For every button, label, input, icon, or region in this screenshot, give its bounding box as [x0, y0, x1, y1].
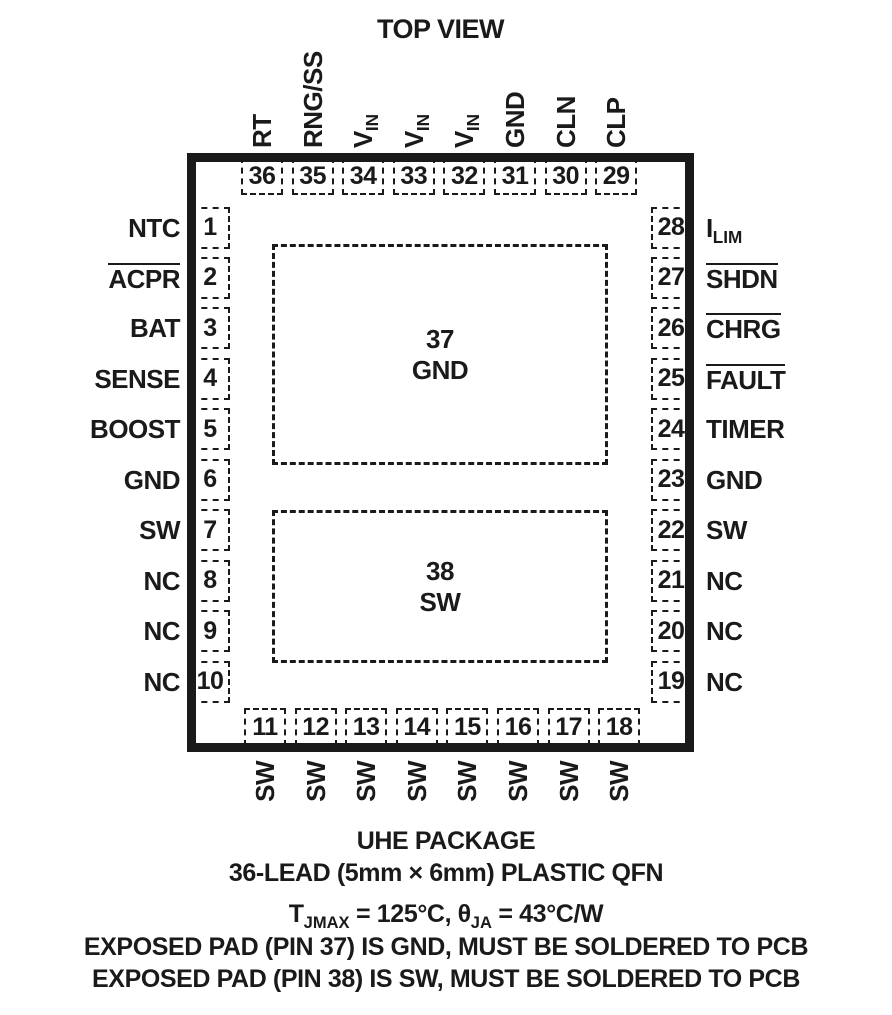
pin-number: 21	[657, 566, 685, 595]
pin-5	[190, 408, 230, 450]
pin-name-text: NC	[706, 565, 743, 596]
exposed-pad-label: SW	[419, 586, 461, 617]
pin-23	[651, 459, 691, 501]
pin-number: 1	[203, 213, 217, 241]
package-name: UHE PACKAGE	[356, 827, 536, 855]
pin-name-text: GND	[500, 91, 530, 148]
pin-number: 33	[400, 161, 428, 190]
theta-subscript: JA	[470, 914, 492, 932]
pin-31	[494, 157, 536, 195]
pin-label-35	[298, 51, 328, 148]
pin-label-27	[706, 263, 778, 293]
pin-30	[545, 157, 587, 195]
pin-name-text: SW	[604, 761, 635, 802]
pin-name-text: GND	[706, 464, 763, 495]
pin-label-17	[554, 761, 584, 802]
pin-label-2	[108, 263, 180, 293]
pin-33	[393, 157, 435, 195]
theta-value: = 43°C/W	[491, 900, 604, 928]
pin-name-text: V	[348, 131, 379, 148]
page-title: TOP VIEW	[376, 14, 505, 44]
thermal-spec	[0, 900, 892, 933]
package-description: 36-LEAD (5mm × 6mm) PLASTIC QFN	[228, 859, 664, 887]
pin-label-31	[500, 92, 530, 148]
pin-26	[651, 307, 691, 349]
pin-name-subscript: IN	[362, 114, 383, 132]
pin-20	[651, 610, 691, 652]
pin-number: 25	[657, 364, 685, 393]
pin-name-text: SW	[250, 761, 280, 802]
pin-label-10	[143, 667, 180, 697]
pin-36	[241, 157, 283, 195]
pin-label-25	[706, 364, 785, 394]
pin-number: 34	[349, 161, 377, 190]
pin-name-text: BAT	[129, 313, 180, 344]
pin-21	[651, 560, 691, 602]
pin-name-text: GND	[123, 464, 180, 495]
pin-number: 2	[203, 263, 217, 292]
pin-name-text: SW	[706, 515, 747, 546]
pin-number: 15	[453, 712, 481, 741]
pin-name-subscript: LIM	[712, 226, 743, 247]
pin-number: 31	[501, 161, 529, 190]
pin-number: 11	[252, 712, 278, 741]
pin-label-7	[139, 515, 180, 545]
pin-29	[595, 157, 637, 195]
pin-name-overline: ACPR	[108, 263, 180, 294]
pin-name-overline: CHRG	[706, 314, 781, 345]
pin-label-19	[706, 667, 743, 697]
pin-label-6	[124, 465, 180, 495]
pin-label-34	[348, 114, 383, 148]
pin-label-13	[351, 761, 381, 802]
pin-number: 36	[248, 161, 276, 190]
pin-22	[651, 509, 691, 551]
pin-label-24	[706, 414, 784, 444]
pin-name-text: SW	[351, 761, 382, 802]
pin-name-overline: FAULT	[706, 364, 786, 395]
pin-14	[396, 708, 438, 746]
pin-label-32	[449, 114, 484, 148]
pin-27	[651, 257, 691, 299]
pin-label-28	[706, 212, 743, 247]
pin-name-text: I	[706, 212, 713, 243]
pin-name-text: RT	[247, 114, 277, 148]
pin-label-12	[301, 761, 331, 802]
pin-number: 17	[555, 712, 582, 741]
pin-32	[443, 157, 485, 195]
pin-number: 28	[657, 213, 685, 241]
pin-label-18	[604, 761, 634, 802]
pin-label-21	[706, 566, 743, 596]
pin-label-22	[706, 515, 747, 545]
pin-12	[295, 708, 337, 746]
pin-number: 35	[299, 161, 326, 190]
pin-16	[497, 708, 539, 746]
pin-label-5	[90, 414, 180, 444]
pin-label-3	[130, 313, 180, 343]
pin-19	[651, 661, 691, 703]
pin-28	[651, 207, 691, 249]
pin-number: 12	[302, 712, 329, 741]
tjmax-value: = 125°C,	[349, 900, 458, 928]
pin-10	[190, 661, 230, 703]
pin-name-overline: SHDN	[706, 263, 778, 294]
pin-label-14	[402, 761, 432, 802]
pin-name-subscript: IN	[463, 114, 484, 132]
pin-18	[598, 708, 640, 746]
exposed-pad-number: 38	[426, 555, 454, 586]
pin-15	[446, 708, 488, 746]
pin-label-26	[706, 313, 781, 343]
pin-number: 6	[203, 465, 217, 494]
tjmax-subscript: JMAX	[303, 914, 350, 932]
pin-number: 9	[203, 616, 217, 645]
pin-13	[345, 708, 387, 746]
pin-number: 26	[657, 313, 685, 342]
pin-9	[190, 610, 230, 652]
pin-name-text: SW	[553, 761, 584, 802]
pin-24	[651, 408, 691, 450]
pin-name-text: V	[398, 131, 429, 148]
pin-name-text: CLP	[601, 97, 632, 148]
pin-25	[651, 358, 691, 400]
pin-label-11	[250, 761, 280, 802]
pin-name-text: NC	[143, 565, 180, 596]
exposed-pad-38-note: EXPOSED PAD (PIN 38) IS SW, MUST BE SOLDERED TO PCB	[92, 965, 800, 993]
pin-2	[190, 257, 230, 299]
pin-number: 13	[352, 712, 380, 741]
pin-number: 18	[605, 712, 633, 741]
pin-8	[190, 560, 230, 602]
pin-35	[292, 157, 334, 195]
pin-number: 29	[602, 161, 630, 190]
pin-number: 4	[203, 364, 217, 393]
pin-name-text: NC	[143, 616, 180, 647]
pin-name-text: NC	[143, 666, 180, 697]
theta-symbol: θ	[457, 900, 471, 928]
pin-3	[190, 307, 230, 349]
pin-label-33	[398, 114, 433, 148]
pin-number: 30	[552, 161, 579, 190]
pin-number: 19	[657, 667, 685, 696]
pin-number: 5	[203, 414, 217, 443]
pin-number: 27	[657, 263, 685, 292]
pin-label-8	[143, 566, 180, 596]
exposed-pad-label: GND	[411, 354, 469, 385]
pin-name-text: NTC	[128, 212, 180, 243]
pin-name-text: SW	[300, 761, 331, 802]
pin-number: 16	[504, 712, 532, 741]
exposed-pad-37	[272, 244, 608, 465]
pin-name-text: SW	[452, 761, 483, 802]
pin-number: 32	[450, 161, 478, 190]
pin-number: 8	[203, 566, 217, 595]
pin-number: 20	[657, 616, 685, 645]
pin-label-1	[128, 213, 180, 243]
pin-number: 22	[657, 515, 685, 544]
pin-label-20	[706, 616, 743, 646]
pin-name-text: SENSE	[94, 363, 180, 394]
pin-1	[190, 207, 230, 249]
pin-name-text: BOOST	[90, 414, 180, 445]
pin-label-29	[601, 98, 631, 149]
pin-number: 14	[403, 712, 431, 741]
tjmax-symbol: T	[288, 900, 304, 928]
pin-name-text: SW	[139, 515, 180, 546]
pin-7	[190, 509, 230, 551]
pin-label-36	[247, 114, 277, 148]
pin-6	[190, 459, 230, 501]
pin-name-text: NC	[706, 616, 743, 647]
exposed-pad-38	[272, 510, 608, 663]
pin-number: 3	[203, 313, 217, 342]
pin-label-23	[706, 465, 762, 495]
pin-label-4	[94, 364, 180, 394]
pin-label-15	[452, 761, 482, 802]
exposed-pad-37-note: EXPOSED PAD (PIN 37) IS GND, MUST BE SOLDERED TO PCB	[83, 933, 809, 961]
pin-17	[548, 708, 590, 746]
pin-name-subscript: IN	[412, 114, 433, 132]
pin-name-text: V	[449, 131, 480, 148]
pin-label-30	[551, 96, 581, 148]
pin-label-9	[143, 616, 180, 646]
pin-name-text: SW	[401, 761, 432, 802]
pin-11	[244, 708, 286, 746]
pin-name-text: TIMER	[706, 414, 785, 445]
pin-label-16	[503, 761, 533, 802]
pin-name-text: NC	[706, 666, 743, 697]
pin-name-text: RNG/SS	[297, 51, 328, 148]
pin-34	[342, 157, 384, 195]
pin-name-text: SW	[503, 761, 533, 802]
pin-4	[190, 358, 230, 400]
pin-number: 24	[657, 414, 685, 443]
exposed-pad-number: 37	[426, 323, 454, 354]
pin-name-text: CLN	[550, 96, 581, 148]
pin-number: 23	[657, 465, 685, 494]
pin-number: 10	[196, 667, 224, 696]
pin-number: 7	[203, 515, 217, 544]
